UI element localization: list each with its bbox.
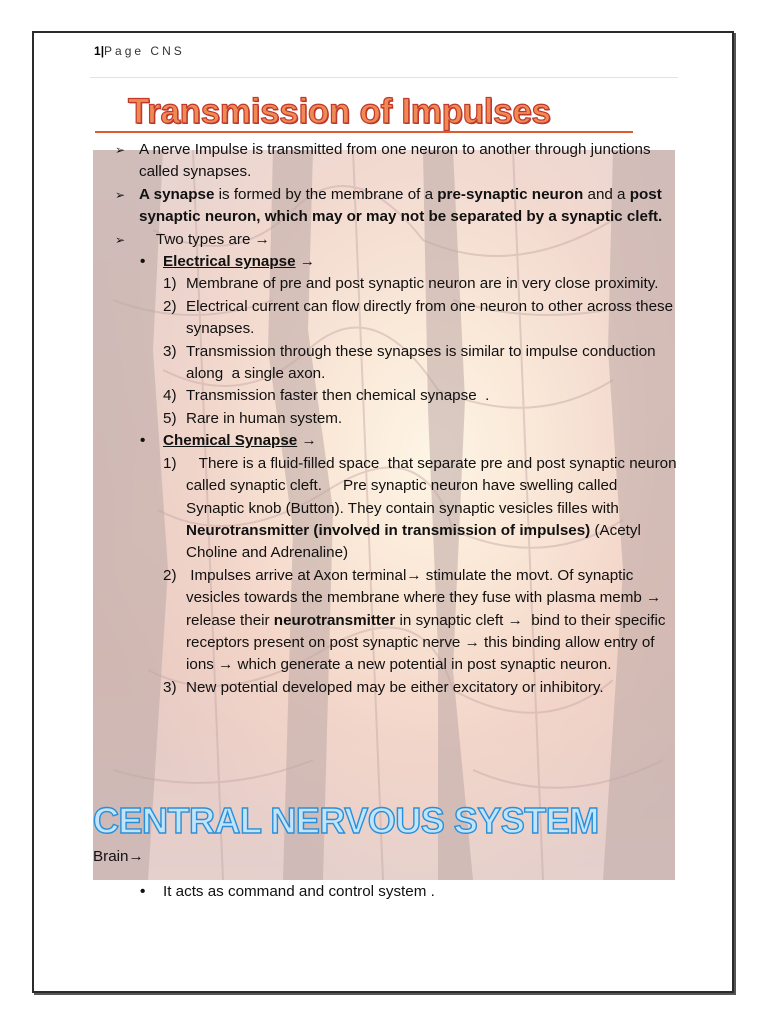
chemical-item-text: (Acetyl Choline and Adrenaline) (186, 521, 646, 562)
header-divider (90, 77, 678, 78)
chemical-item (93, 453, 681, 565)
chemical-item-text: New potential developed may be either excitatory or inhibitory. (186, 678, 604, 696)
item-number: 3) (163, 342, 177, 360)
heading-arrow: → (297, 432, 317, 450)
electrical-item (93, 273, 678, 295)
electrical-item (93, 341, 678, 386)
title-underline (95, 131, 633, 133)
intro-text: Two types are → (139, 230, 270, 248)
intro-text: A synapse (139, 185, 215, 203)
electrical-item (93, 385, 678, 407)
section-title-transmission: Transmission of Impulses (128, 92, 551, 131)
intro-item (93, 229, 678, 251)
chemical-heading-text: Chemical Synapse (163, 432, 298, 450)
item-number: 5) (163, 409, 177, 427)
header-label: Page CNS (104, 44, 185, 58)
electrical-item-text: Transmission through these synapses is similar to impulse conduction along a single axon. (186, 342, 660, 383)
bullet-marker: • (140, 883, 146, 900)
electrical-item-text: Electrical current can flow directly from one neuron to other across these synapses. (186, 297, 678, 338)
electrical-item (93, 408, 678, 430)
item-number: 1) (163, 275, 177, 293)
intro-text: is formed by the membrane of a (214, 185, 438, 203)
page-number: 1 (94, 44, 101, 58)
arrow-bullet-icon: ➢ (115, 143, 126, 157)
intro-item (93, 139, 678, 184)
chemical-list (93, 453, 681, 699)
heading-arrow: → (295, 253, 315, 271)
electrical-list (93, 273, 678, 430)
bullet-marker: • (140, 432, 146, 450)
item-number: 4) (163, 387, 177, 405)
item-number: 3) (163, 678, 177, 696)
chemical-item-text: in synaptic cleft → bind to their specific receptors present on post synaptic nerve → this binding allow entry of ions → which generate a new potential in post synaptic neuron. (186, 611, 670, 674)
chemical-synapse-heading (93, 430, 678, 452)
notes-body (93, 139, 681, 699)
chemical-item (93, 677, 678, 699)
section-title-cns: CENTRAL NERVOUS SYSTEM (93, 800, 599, 841)
brain-bullet-text: It acts as command and control system . (163, 883, 435, 900)
arrow-bullet-icon: ➢ (115, 187, 126, 202)
arrow-bullet-icon: ➢ (115, 232, 126, 247)
item-number: 2) (163, 566, 177, 584)
header-separator: | (100, 44, 105, 58)
item-number: 1) (163, 454, 177, 472)
chemical-item-text: Neurotransmitter (involved in transmission of impulses) (186, 521, 591, 539)
page-header (94, 44, 185, 58)
chemical-item-text: Impulses arrive at Axon terminal→ stimulate the movt. Of synaptic vesicles towards the membrane where they fuse with plasma memb → release their (186, 566, 666, 629)
intro-text: post synaptic neuron, which may or may not be separated by a synaptic cleft. (139, 185, 667, 226)
electrical-heading-text: Electrical synapse (163, 253, 296, 271)
chemical-item (93, 565, 678, 677)
intro-list (93, 139, 678, 251)
intro-text: pre-synaptic neuron (437, 185, 584, 203)
brain-label: Brain→ (93, 848, 144, 865)
intro-text: and a (583, 185, 630, 203)
electrical-item-text: Membrane of pre and post synaptic neuron are in very close proximity. (186, 275, 659, 293)
chemical-item-text: There is a fluid-filled space that separate pre and post synaptic neuron called synaptic cleft. Pre synaptic neuron have swelling called Synaptic knob (Button). They contain synaptic vesicles filles with (186, 454, 681, 517)
intro-item (93, 184, 678, 229)
electrical-item (93, 296, 678, 341)
electrical-item-text: Transmission faster then chemical synapse . (186, 387, 490, 405)
brain-bullet (93, 881, 748, 903)
bullet-marker: • (140, 253, 146, 271)
chemical-item-text: neurotransmitter (273, 611, 396, 629)
electrical-item-text: Rare in human system. (186, 409, 343, 427)
intro-text: A nerve Impulse is transmitted from one neuron to another through junctions called synapses. (139, 141, 655, 181)
electrical-synapse-heading (93, 251, 678, 273)
item-number: 2) (163, 297, 177, 315)
